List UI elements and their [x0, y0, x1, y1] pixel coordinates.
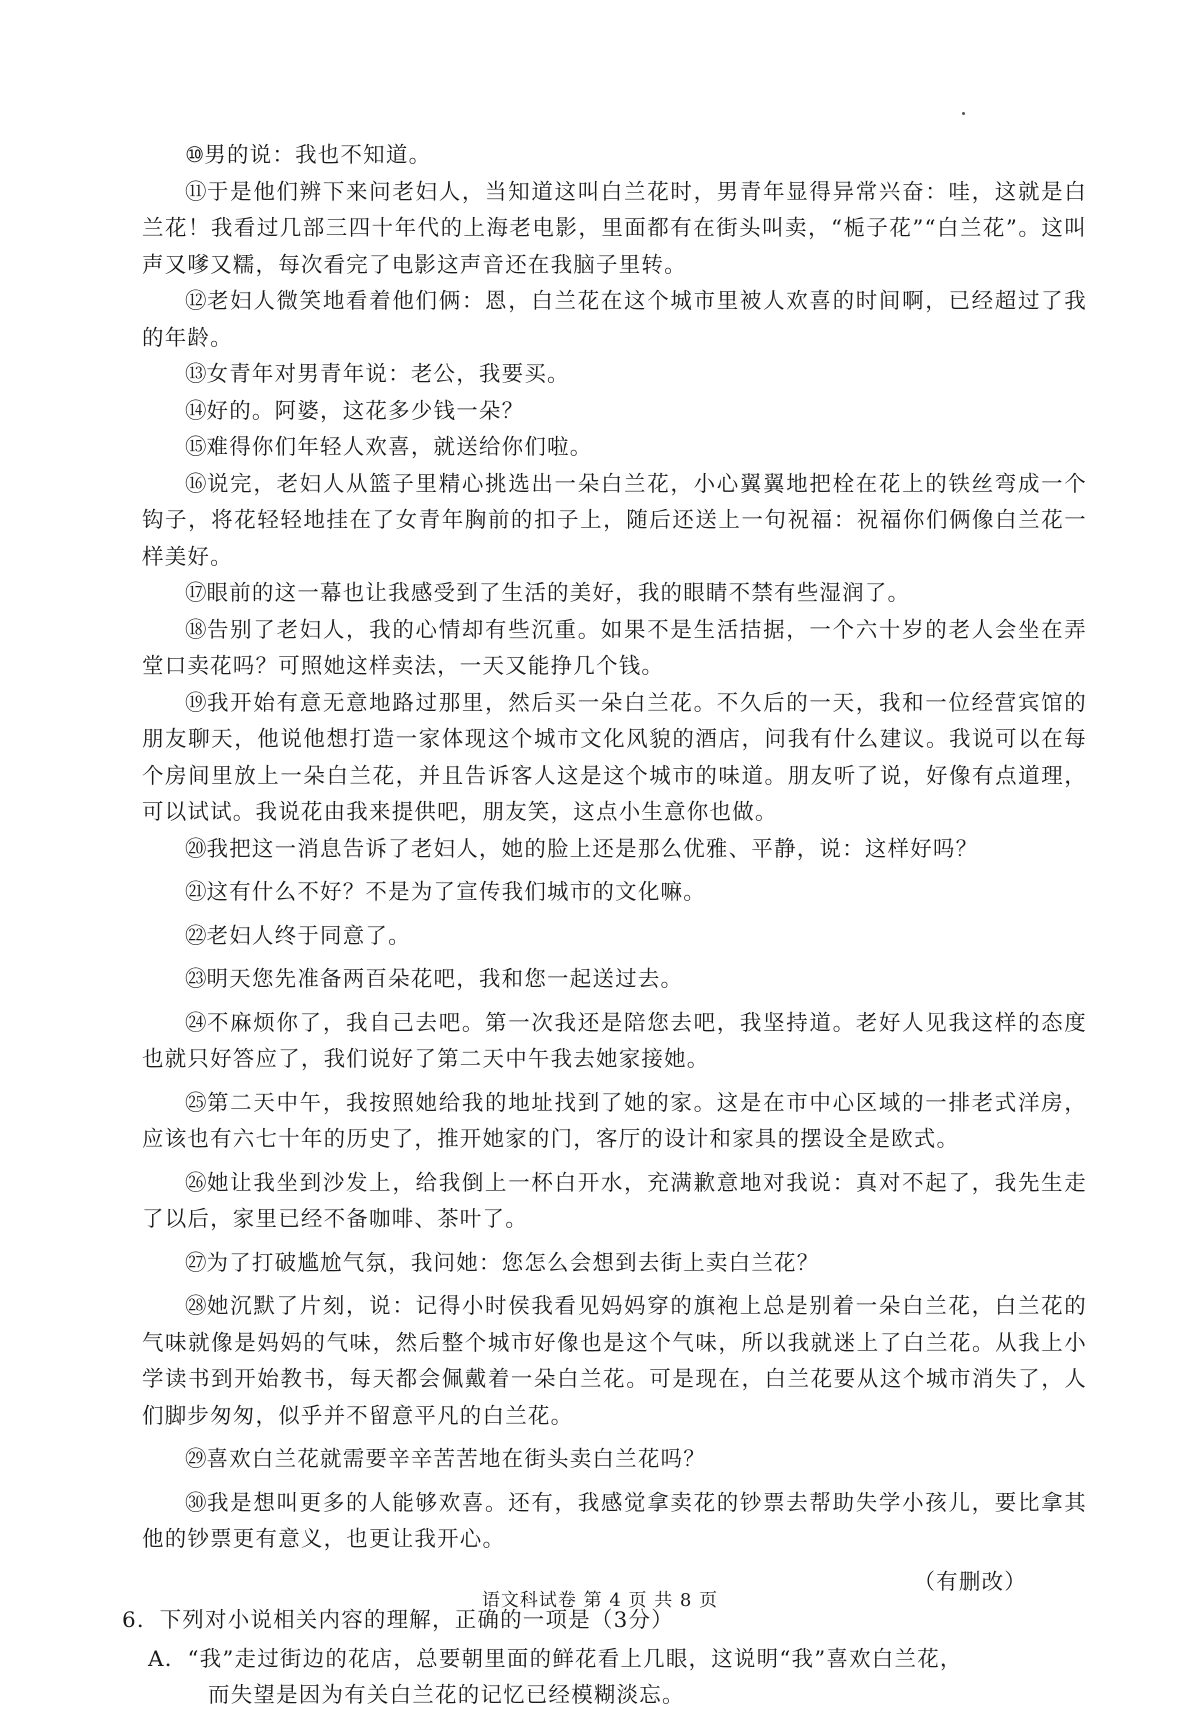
- paragraph: ⑰眼前的这一幕也让我感受到了生活的美好，我的眼睛不禁有些湿润了。: [185, 581, 911, 606]
- paragraph: ㉚我是想叫更多的人能够欢喜。还有，我感觉拿卖花的钞票去帮助失学小孩儿，要比拿其他的钞票更有意义，也更让我开心。: [142, 1490, 1087, 1552]
- option-a-continued: 而失望是因为有关白兰花的记忆已经模糊淡忘。: [208, 1683, 685, 1708]
- paragraph: ㉘她沉默了片刻，说：记得小时侯我看见妈妈穿的旗袍上总是别着一朵白兰花，白兰花的气味就像是妈妈的气味，然后整个城市好像也是这个气味，所以我就迷上了白兰花。从我上小学读书到开始教书，每天都会佩戴着一朵白兰花。可是现在，白兰花要从这个城市消失了，人们脚步匆匆，似乎并不留意平凡的白兰花。: [142, 1294, 1087, 1429]
- paragraph: ㉕第二天中午，我按照她给我的地址找到了她的家。这是在市中心区域的一排老式洋房，应该也有六七十年的历史了，推开她家的门，客厅的设计和家具的摆设全是欧式。: [142, 1090, 1087, 1152]
- paragraph: ㉔不麻烦你了，我自己去吧。第一次我还是陪您去吧，我坚持道。老好人见我这样的态度也就只好答应了，我们说好了第二天中午我去她家接她。: [142, 1010, 1087, 1072]
- paragraph: ⑩男的说：我也不知道。: [185, 143, 432, 168]
- question-text: 下列对小说相关内容的理解，正确的一项是（3分）: [159, 1608, 674, 1633]
- paragraph: ㉒老妇人终于同意了。: [185, 923, 411, 949]
- paragraph: ㉖她让我坐到沙发上，给我倒上一杯白开水，充满歉意地对我说：真对不起了，我先生走了以后，家里已经不备咖啡、茶叶了。: [142, 1170, 1087, 1232]
- paragraph: ⑫老妇人微笑地看着他们俩：恩，白兰花在这个城市里被人欢喜的时间啊，已经超过了我的年龄。: [142, 289, 1087, 351]
- paragraph: ㉓明天您先准备两百朵花吧，我和您一起送过去。: [185, 967, 684, 992]
- paragraph: ⑭好的。阿婆，这花多少钱一朵？: [185, 398, 525, 424]
- paragraph: ⑯说完，老妇人从篮子里精心挑选出一朵白兰花，小心翼翼地把栓在花上的铁丝弯成一个钩子，将花轻轻地挂在了女青年胸前的扣子上，随后还送上一句祝福：祝福你们俩像白兰花一样美好。: [142, 471, 1087, 570]
- paragraph: ⑱告别了老妇人，我的心情却有些沉重。如果不是生活拮据，一个六十岁的老人会坐在弄堂口卖花吗？可照她这样卖法，一天又能挣几个钱。: [142, 617, 1087, 679]
- option-a-label: A．: [148, 1646, 188, 1672]
- source-note: （有删改）: [913, 1569, 1027, 1595]
- paragraph: ㉑这有什么不好？不是为了宣传我们城市的文化嘛。: [185, 880, 706, 905]
- paragraph: ⑲我开始有意无意地路过那里，然后买一朵白兰花。不久后的一天，我和一位经营宾馆的朋友聊天，他说他想打造一家体现这个城市文化风貌的酒店，问我有什么建议。我说可以在每个房间里放上一朵白兰花，并且告诉客人这是这个城市的味道。朋友听了说，好像有点道理，可以试试。我说花由我来提供吧，朋友笑，这点小生意你也做。: [142, 690, 1087, 825]
- paragraph: ⑬女青年对男青年说：老公，我要买。: [185, 362, 570, 387]
- page-footer: 语文科试卷 第 4 页 共 8 页: [481, 1590, 719, 1611]
- passage: [122, 138, 1087, 1715]
- paragraph: ⑳我把这一消息告诉了老妇人，她的脸上还是那么优雅、平静，说：这样好吗？: [185, 836, 979, 862]
- scan-speck: [962, 112, 965, 115]
- paragraph: ㉗为了打破尴尬气氛，我问她：您怎么会想到去街上卖白兰花？: [185, 1250, 820, 1276]
- option-a: [148, 1642, 1087, 1679]
- option-a-text: “我”走过街边的花店，总要朝里面的鲜花看上几眼，这说明“我”喜欢白兰花，: [187, 1646, 963, 1672]
- paragraph: ⑮难得你们年轻人欢喜，就送给你们啦。: [185, 435, 593, 460]
- question-number: 6．: [122, 1608, 160, 1633]
- paragraph: ⑪于是他们辨下来问老妇人，当知道这叫白兰花时，男青年显得异常兴奋：哇，这就是白兰花！我看过几部三四十年代的上海老电影，里面都有在街头叫卖，“栀子花”“白兰花”。这叫声又嗲又糯，每次看完了电影这声音还在我脑子里转。: [142, 179, 1087, 278]
- paragraph: ㉙喜欢白兰花就需要辛辛苦苦地在街头卖白兰花吗？: [185, 1447, 706, 1472]
